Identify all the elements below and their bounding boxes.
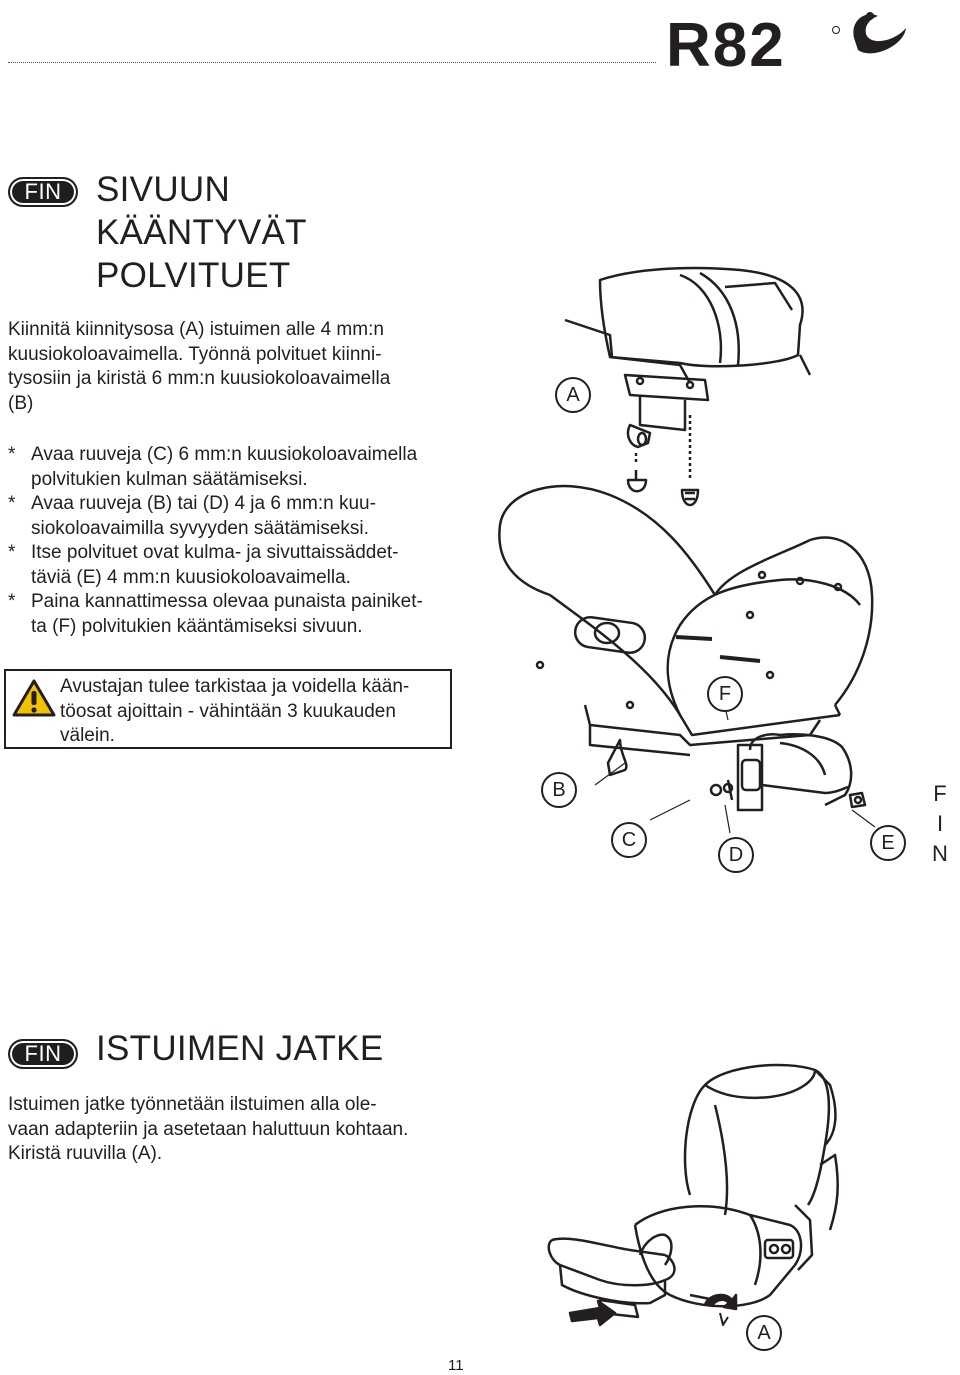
callout-f: F xyxy=(707,676,743,712)
callout-a: A xyxy=(555,377,591,413)
warning-text: Avustajan tulee tarkistaa ja voidella kään- töosat ajoittain - vähintään 3 kuukauden välein. xyxy=(60,676,410,746)
list-item: * Paina kannattimessa olevaa punaista painiket- ta (F) polvitukien kääntämiseksi sivuun. xyxy=(8,591,423,637)
section-title-line2: KÄÄNTYVÄT xyxy=(96,213,307,252)
seat-extension-illustration xyxy=(540,1055,860,1355)
language-badge-fin: FIN xyxy=(8,177,78,207)
language-badge-fin-2: FIN xyxy=(8,1039,78,1069)
brand-text: R82 xyxy=(666,11,786,68)
callout-c: C xyxy=(611,822,647,858)
list-item: * Itse polvituet ovat kulma- ja sivuttaissäddet- täviä (E) 4 mm:n kuusiokoloavaimella. xyxy=(8,542,399,588)
page-number: 11 xyxy=(448,1357,464,1374)
language-side-tab: F I N xyxy=(920,779,960,871)
list-item: * Avaa ruuveja (B) tai (D) 4 ja 6 mm:n kuu- siokoloavaimilla syvyyden säätämiseksi. xyxy=(8,493,376,539)
r82-logo xyxy=(666,6,916,68)
section2-title: ISTUIMEN JATKE xyxy=(96,1029,384,1068)
instruction-list xyxy=(8,443,458,639)
callout-a-2: A xyxy=(746,1315,782,1351)
section-title-line1: SIVUUN xyxy=(96,170,231,209)
list-item: * Avaa ruuveja (C) 6 mm:n kuusiokoloavaimella polvitukien kulman säätämiseksi. xyxy=(8,444,418,490)
warning-triangle-icon xyxy=(12,679,56,717)
section2-paragraph: Istuimen jatke työnnetään ilstuimen alla ole- vaan adapteriin ja asetetaan haluttuun kohtaan. Kiristä ruuvilla (A). xyxy=(8,1094,409,1164)
callout-d: D xyxy=(718,837,754,873)
callout-b: B xyxy=(541,772,577,808)
callout-e: E xyxy=(870,825,906,861)
swoosh-icon xyxy=(853,14,906,53)
header-dotted-rule xyxy=(8,62,656,63)
section-title-line3: POLVITUET xyxy=(96,256,291,295)
intro-paragraph: Kiinnitä kiinnitysosa (A) istuimen alle 4 mm:n kuusiokoloavaimella. Työnnä polvituet kiinni- tysosiin ja kiristä 6 mm:n kuusiokoloavaimella (B) xyxy=(8,319,391,414)
warning-box xyxy=(4,669,452,749)
